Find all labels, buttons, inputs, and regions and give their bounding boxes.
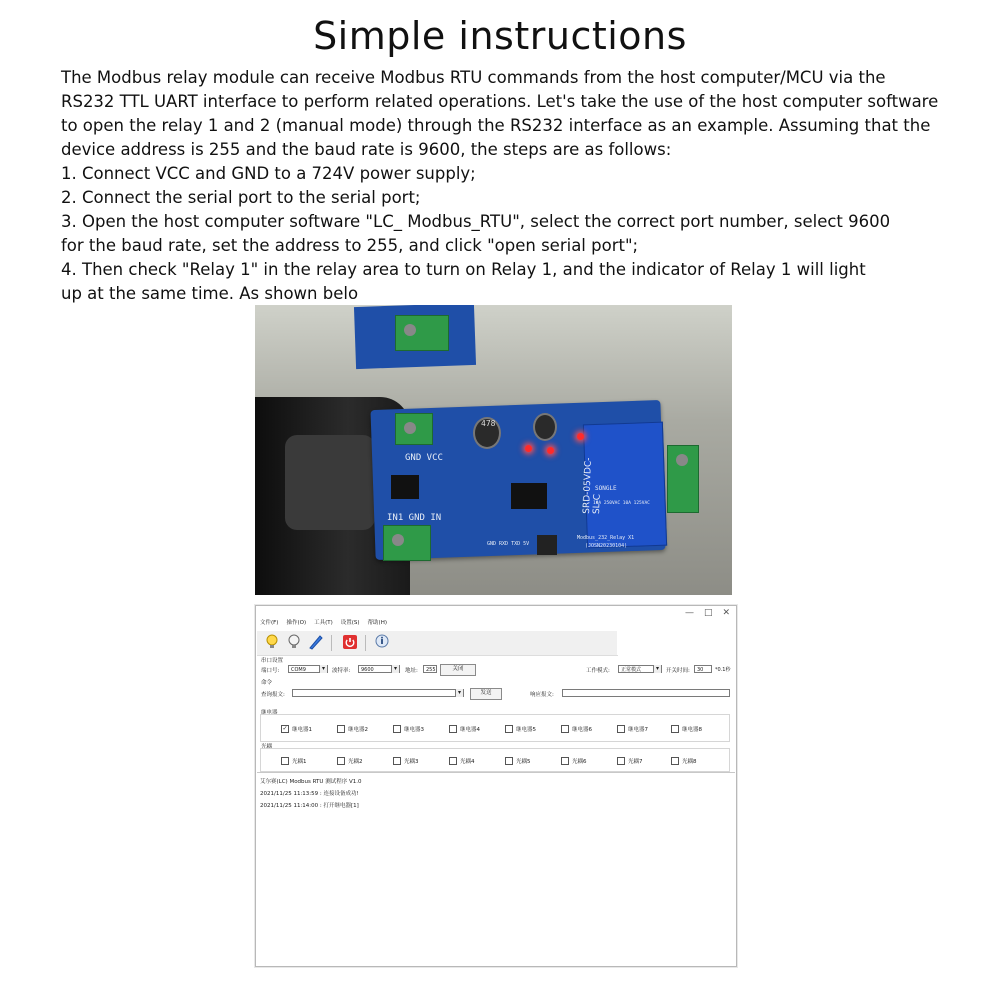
page-title: Simple instructions — [313, 14, 687, 58]
toolbar-empty-area — [617, 631, 735, 655]
port-select[interactable] — [288, 665, 328, 673]
log-line: 艾尔赛(LC) Modbus RTU 测试程序 V1.0 — [260, 779, 362, 785]
relay-2-checkbox[interactable] — [337, 725, 368, 733]
relay-1-checkbox[interactable] — [281, 725, 312, 733]
checkbox[interactable] — [449, 757, 457, 765]
query-label: 查询报文: — [261, 692, 285, 698]
address-label: 地址: — [405, 668, 418, 674]
port-value: COM9 — [291, 667, 306, 673]
menu-tools[interactable]: 工具(T) — [314, 620, 333, 626]
opto-2-label: 光耦2 — [348, 759, 363, 765]
info-icon[interactable] — [373, 633, 391, 651]
mode-select[interactable] — [618, 665, 662, 673]
checkbox[interactable] — [505, 725, 513, 733]
relay-3-checkbox[interactable] — [393, 725, 424, 733]
relay-6-label: 继电器6 — [572, 727, 592, 733]
pen-icon[interactable] — [307, 633, 325, 651]
opto-8-label: 光耦8 — [682, 759, 697, 765]
send-button[interactable]: 发送 — [470, 688, 502, 700]
step-3-cont: for the baud rate, set the address to 255, and click "open serial port"; — [61, 236, 639, 255]
pin-label: GND RXD TXD 5V — [487, 541, 530, 547]
capacitor-label: 478 — [481, 419, 496, 428]
step-2: 2. Connect the serial port to the serial port; — [61, 188, 421, 207]
toolbar-separator — [331, 635, 332, 651]
checkbox[interactable] — [393, 757, 401, 765]
led-red — [525, 445, 532, 452]
mode-label: 工作模式: — [586, 668, 610, 674]
instructions-text — [61, 66, 961, 306]
opto-1-label: 光耦1 — [292, 759, 307, 765]
baud-label: 波特率: — [332, 668, 351, 674]
paragraph-line: device address is 255 and the baud rate is 9600, the steps are as follows: — [61, 140, 672, 159]
checkbox[interactable] — [337, 725, 345, 733]
toolbar-separator — [365, 635, 366, 651]
paragraph-line: RS232 TTL UART interface to perform related operations. Let's take the use of the host computer software — [61, 92, 939, 111]
relay-2-label: 继电器2 — [348, 727, 368, 733]
optocoupler-section-label: 光耦 — [261, 744, 273, 750]
step-4: 4. Then check "Relay 1" in the relay area to turn on Relay 1, and the indicator of Relay 1 will light — [61, 260, 866, 279]
toolbar — [257, 631, 618, 656]
port-label: 端口号: — [261, 668, 280, 674]
relay-section-label: 继电器 — [261, 710, 278, 716]
bulb-off-icon[interactable] — [285, 633, 303, 651]
opto-1-checkbox[interactable] — [281, 757, 307, 765]
input-terminal-block — [383, 525, 431, 561]
led-red — [577, 433, 584, 440]
response-label: 响应报文: — [530, 692, 554, 698]
close-port-button[interactable]: 关闭 — [440, 664, 476, 676]
output-terminal-block — [667, 445, 699, 513]
relay-brand-label: SONGLE — [595, 485, 617, 492]
relay-board-photo — [255, 305, 732, 595]
checkbox[interactable] — [617, 757, 625, 765]
time-unit: *0.1秒 — [715, 667, 731, 673]
response-input[interactable] — [562, 689, 730, 697]
baud-select[interactable] — [358, 665, 400, 673]
relay-4-label: 继电器4 — [460, 727, 480, 733]
board-name-label: Modbus_232_Relay X1 — [577, 535, 635, 541]
led-red — [547, 447, 554, 454]
opto-5-label: 光耦5 — [516, 759, 531, 765]
checkbox[interactable] — [617, 725, 625, 733]
relay-rating-label: 10A 250VAC 10A 125VAC — [593, 501, 650, 506]
command-row — [260, 688, 732, 700]
relay-7-checkbox[interactable] — [617, 725, 648, 733]
relay-7-label: 继电器7 — [628, 727, 648, 733]
in-gnd-label: IN1 GND IN — [387, 513, 442, 523]
checkbox[interactable] — [505, 757, 513, 765]
optocoupler-group — [260, 748, 730, 772]
baud-value: 9600 — [361, 667, 374, 673]
ic-chip-left — [391, 475, 419, 499]
bulb-on-icon[interactable] — [263, 633, 281, 651]
checkbox[interactable] — [393, 725, 401, 733]
opto-8-checkbox[interactable] — [671, 757, 697, 765]
checkbox[interactable] — [671, 757, 679, 765]
modbus-software-window — [255, 605, 737, 967]
menu-bar — [260, 618, 387, 630]
opto-4-label: 光耦4 — [460, 759, 475, 765]
log-line: 2021/11/25 11:14:00 : 打开继电器[1] — [260, 803, 359, 809]
step-1: 1. Connect VCC and GND to a 724V power supply; — [61, 164, 476, 183]
minimize-button[interactable]: — — [684, 608, 694, 618]
opto-4-checkbox[interactable] — [449, 757, 475, 765]
relay-model-label: SRD-05VDC-SL-C — [581, 457, 603, 515]
relay-1-label: 继电器1 — [292, 727, 312, 733]
relay-4-checkbox[interactable] — [449, 725, 480, 733]
opto-7-checkbox[interactable] — [617, 757, 643, 765]
log-panel[interactable] — [257, 772, 735, 965]
upper-terminal-block — [395, 315, 449, 351]
paragraph-line: The Modbus relay module can receive Modbus RTU commands from the host computer/MCU via the — [61, 68, 886, 87]
log-line: 2021/11/25 11:13:59 : 连接设备成功! — [260, 791, 359, 797]
opto-2-checkbox[interactable] — [337, 757, 363, 765]
address-input[interactable]: 255 — [423, 665, 437, 673]
power-icon[interactable] — [341, 633, 359, 651]
time-label: 开关时间: — [666, 668, 690, 674]
ic-chip — [511, 483, 547, 509]
opto-6-checkbox[interactable] — [561, 757, 587, 765]
step-4-cont: up at the same time. As shown belo — [61, 284, 359, 303]
checkbox[interactable] — [449, 725, 457, 733]
capacitor-small — [533, 413, 557, 441]
query-select[interactable] — [292, 689, 464, 697]
board-date-label: (JOSN20230104) — [585, 543, 628, 549]
opto-3-checkbox[interactable] — [393, 757, 419, 765]
paragraph-line: to open the relay 1 and 2 (manual mode) through the RS232 interface as an example. Assuming that the — [61, 116, 931, 135]
serial-settings-row — [260, 664, 732, 676]
checkbox[interactable] — [561, 757, 569, 765]
relay-6-checkbox[interactable] — [561, 725, 592, 733]
opto-5-checkbox[interactable] — [505, 757, 531, 765]
button-component — [537, 535, 557, 555]
relay-group — [260, 714, 730, 742]
serial-settings-label: 串口设置 — [261, 658, 284, 664]
checkbox[interactable] — [671, 725, 679, 733]
relay-5-checkbox[interactable] — [505, 725, 536, 733]
checkbox-checked[interactable]: ✓ — [282, 725, 288, 732]
opto-3-label: 光耦3 — [404, 759, 419, 765]
opto-6-label: 光耦6 — [572, 759, 587, 765]
relay-8-checkbox[interactable] — [671, 725, 702, 733]
opto-7-label: 光耦7 — [628, 759, 643, 765]
relay-3-label: 继电器3 — [404, 727, 424, 733]
window-controls — [685, 608, 730, 618]
command-label: 命令 — [261, 680, 273, 686]
time-input[interactable]: 30 — [694, 665, 712, 673]
step-3: 3. Open the host computer software "LC_ Modbus_RTU", select the correct port number, select 9600 — [61, 212, 891, 231]
menu-file[interactable]: 文件(F) — [260, 620, 279, 626]
checkbox[interactable] — [337, 757, 345, 765]
menu-help[interactable]: 帮助(H) — [367, 620, 387, 626]
menu-settings[interactable]: 设置(S) — [340, 620, 360, 626]
relay-8-label: 继电器8 — [682, 727, 702, 733]
power-terminal-block — [395, 413, 433, 445]
close-window-button[interactable]: ✕ — [722, 608, 730, 618]
checkbox[interactable] — [281, 757, 289, 765]
maximize-button[interactable]: □ — [703, 608, 713, 618]
checkbox[interactable] — [561, 725, 569, 733]
gnd-vcc-label: GND VCC — [405, 453, 443, 463]
relay-5-label: 继电器5 — [516, 727, 536, 733]
mode-value: 正常模式 — [621, 667, 642, 673]
db9-connector-face — [285, 435, 375, 530]
menu-operation[interactable]: 操作(O) — [286, 620, 307, 626]
